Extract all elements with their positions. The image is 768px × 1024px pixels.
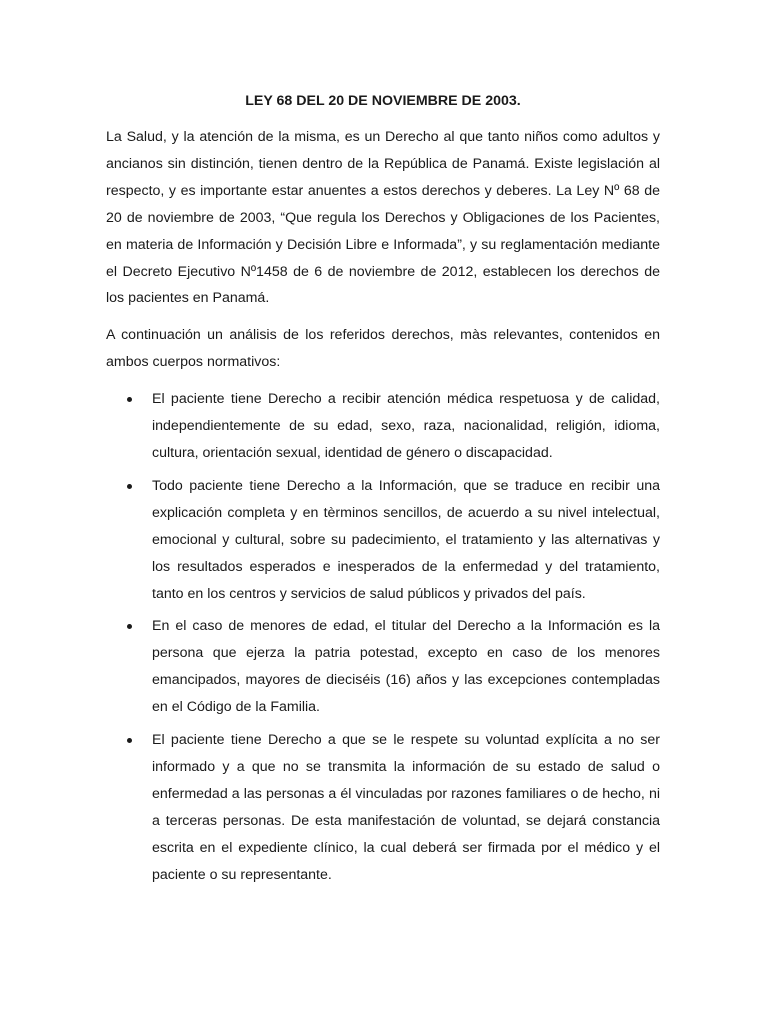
document-page [106,88,660,894]
list-item [106,727,660,888]
list-item-text: El paciente tiene Derecho a recibir atención médica respetuosa y de calidad, independientemente de su edad, sexo, raza, nacionalidad, religión, idioma, cultura, orientación sexual, identidad de género o discapacidad. [152,391,660,461]
list-item-text: El paciente tiene Derecho a que se le respete su voluntad explícita a no ser informado y a que no se transmita la información de su estado de salud o enfermedad a las personas a él vinculadas por razones familiares o de hecho, ni a terceras personas. De esta manifestación de voluntad, se dejará constancia escrita en el expediente clínico, la cual deberá ser firmada por el médico y el paciente o su representante. [152,732,660,883]
rights-list [106,386,660,888]
bullet-icon [127,484,132,489]
bullet-icon [127,397,132,402]
list-item [106,386,660,467]
list-item-text: Todo paciente tiene Derecho a la Información, que se traduce en recibir una explicación completa y en tèrminos sencillos, de acuerdo a su nivel intelectual, emocional y cultural, sobre su padecimiento, el tratamiento y las alternativas y los resultados esperados e inesperados de la enfermedad y del tratamiento, tanto en los centros y servicios de salud públicos y privados del país. [152,477,660,602]
list-item-text: En el caso de menores de edad, el titular del Derecho a la Información es la persona que ejerza la patria potestad, excepto en caso de los menores emancipados, mayores de dieciséis (16) años y las excepciones contempladas en el Código de la Familia. [152,618,660,716]
document-title: LEY 68 DEL 20 DE NOVIEMBRE DE 2003. [245,93,521,109]
bullet-icon [127,624,132,629]
bullet-icon [127,738,132,743]
intro-paragraph: La Salud, y la atención de la misma, es un Derecho al que tanto niños como adultos y ancianos sin distinción, tienen dentro de la República de Panamá. Existe legislación al respecto, y es importante estar anuentes a estos derechos y deberes. La Ley Nº 68 de 20 de noviembre de 2003, “Que regula los Derechos y Obligaciones de los Pacientes, en materia de Información y Decisión Libre e Informada”, y su reglamentación mediante el Decreto Ejecutivo Nº1458 de 6 de noviembre de 2012, establecen los derechos de los pacientes en Panamá. [106,129,660,307]
list-item [106,473,660,608]
analysis-intro-paragraph: A continuación un análisis de los referidos derechos, màs relevantes, contenidos en ambos cuerpos normativos: [106,327,660,371]
list-item [106,613,660,721]
